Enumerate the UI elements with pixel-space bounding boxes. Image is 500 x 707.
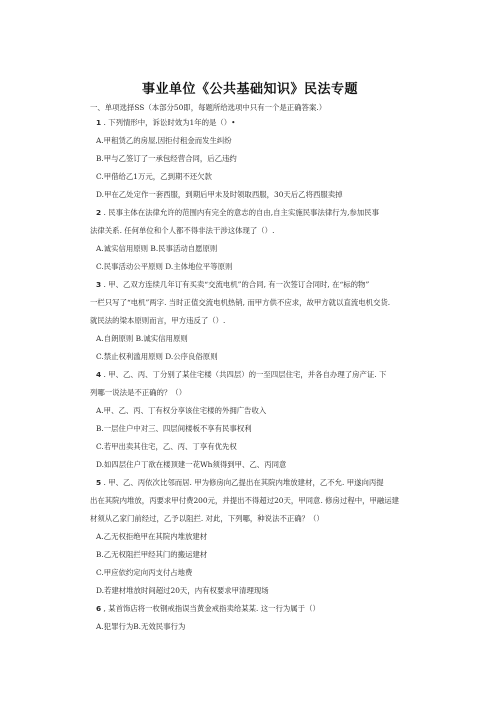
option-text: B.民事活动自愿原则 bbox=[150, 244, 218, 253]
option-row bbox=[96, 352, 426, 362]
option-text: A.诚实信用原则 bbox=[96, 244, 149, 253]
question-stem: . 甲、乙、丙依次比邻而居. 甲为修房向乙提出在其院内堆放建材，乙不允. 甲遂向丙提 bbox=[103, 478, 384, 487]
question-number: 1 bbox=[96, 118, 102, 127]
option-text: C.若甲出卖其住宅，乙、丙、丁享有优先权 bbox=[96, 442, 237, 451]
option-row bbox=[96, 262, 426, 272]
question-stem-continued: 就民法的梁本原则而言，甲方违反了（）. bbox=[90, 316, 226, 325]
question-6 bbox=[96, 604, 426, 614]
question-number: 3 bbox=[96, 280, 102, 289]
question-stem-continued: 一栏只写了“电机”两字. 当时正值交流电机热销, 而甲方供不应求，故甲方就以直流电机交货. bbox=[90, 298, 391, 307]
page-title: 事业单位《公共基础知识》民法专题 bbox=[141, 82, 358, 97]
option-text: A.乙无权拒绝甲在其院内堆放建材 bbox=[96, 532, 208, 541]
option-text: C.甲应依约定向丙支付占地费 bbox=[96, 568, 193, 577]
question-stem-continued: 出在其院内堆放，丙要求甲付费200元，并提出不得超过20天，甲同意. 修房过程中，甲融运建 bbox=[90, 496, 400, 505]
question-number: 4 bbox=[96, 370, 102, 379]
option-row bbox=[96, 334, 426, 344]
option-text: B.乙无权阻拦甲经其门的搬运建材 bbox=[96, 550, 208, 559]
question-number: 2 bbox=[96, 208, 102, 217]
question-stem-continued: 列哪一说法是不正确的？（） bbox=[90, 388, 187, 397]
question-number: 5 bbox=[96, 478, 102, 487]
section-heading: 一、单项选择SS（本部分50即，每题所给选项中只有一个是正确答案.） bbox=[90, 103, 327, 112]
option-text: A.犯罪行为B.无效民事行为 bbox=[96, 622, 186, 631]
option-text: B.诚实信用原则 bbox=[135, 334, 188, 343]
question-stem: . 民事主体在法律允许的范围内有完全的意志的自由,自主实施民事法律行为,参加民事 bbox=[103, 208, 379, 217]
question-4 bbox=[96, 370, 426, 380]
option-text: A.自朗原则 bbox=[96, 334, 134, 343]
option-text: D.公序良俗原则 bbox=[165, 352, 218, 361]
question-stem: . 甲、乙双方连续几年订有买卖“交流电机”的合同, 有一次签订合同时, 在“标的物” bbox=[103, 280, 370, 289]
option-text: A.甲、乙、丙、丁有权分享该住宅楼的外拥广告收入 bbox=[96, 406, 267, 415]
question-number: 6 bbox=[96, 604, 102, 613]
option-text: C.甲借给乙1万元，乙到期不还欠款 bbox=[96, 172, 212, 181]
question-stem-continued: 法律关系. 任何单位和个人都不得非法干涉这体现了（）. bbox=[90, 226, 275, 235]
question-2 bbox=[96, 208, 426, 218]
option-text: C.禁止权利滥用原则 bbox=[96, 352, 163, 361]
option-text: B.甲与乙签订了一承包经营合同，后乙违约 bbox=[96, 154, 237, 163]
question-stem-continued: 材须从乙家门前经过，乙予以阻拦. 对此，下列哪，种说法不正确？（） bbox=[90, 514, 324, 523]
option-text: D.甲在乙处定作一套西服，到期后甲未及时领取西服，30天后乙将西服卖掉 bbox=[96, 190, 343, 199]
option-row bbox=[96, 244, 426, 254]
option-text: D.如四层住户丁欲在楼顶建一花Wh须得到甲、乙、丙同意 bbox=[96, 460, 287, 469]
question-stem: , 某首饰店将一枚钢戒指误当黄金戒指卖给某某. 这一行为属于（） bbox=[103, 604, 320, 613]
question-stem: . 下列情形中，诉讼时效为1年的是（）• bbox=[103, 118, 236, 127]
question-stem: . 甲、乙、丙、丁分别了某住宅楼（共四层）的一至四层住宅，并各自办理了房产证. 下 bbox=[103, 370, 387, 379]
question-5 bbox=[96, 478, 426, 488]
question-3 bbox=[96, 280, 426, 290]
option-text: A.甲租赁乙的房屋,因拒付租金而发生纠纷 bbox=[96, 136, 232, 145]
option-text: D.主体地位平等原则 bbox=[165, 262, 233, 271]
question-1 bbox=[96, 118, 426, 128]
option-text: B.一层住户中对三、四层间楼板不享有民事权利 bbox=[96, 424, 252, 433]
option-text: D.若建材堆放时间超过20天，内有权要求甲清理现场 bbox=[96, 586, 269, 595]
option-text: C.民事活动公平原则 bbox=[96, 262, 163, 271]
